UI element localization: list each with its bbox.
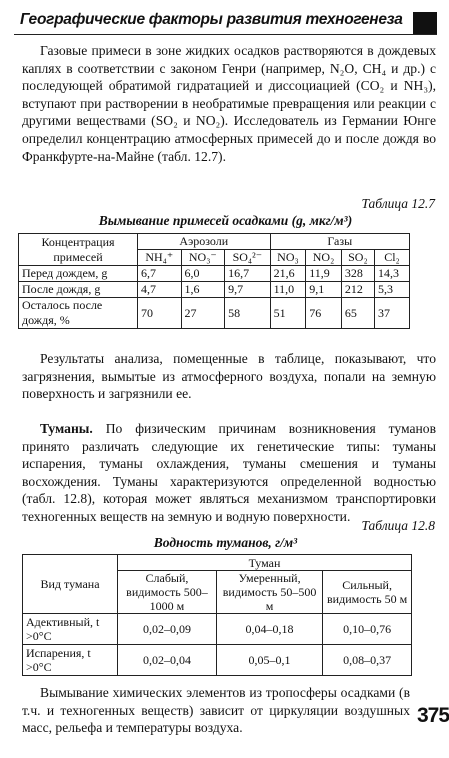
table-title-12-7: Вымывание примесей осадками (g, мкг/м³) — [98, 213, 353, 228]
table-cell: 0,08–0,37 — [323, 645, 412, 676]
row-label: Адективный, t >0°C — [23, 614, 118, 645]
table-header-gases: Газы — [270, 234, 409, 250]
column-header: NO₃⁻ — [181, 250, 225, 266]
table-header-fog: Туман — [118, 555, 412, 571]
table-cell: 16,7 — [225, 266, 271, 282]
table-cell: 5,3 — [374, 282, 409, 298]
row-label: После дождя, g — [19, 282, 138, 298]
table-cell: 37 — [374, 298, 409, 329]
header-title: Географические факторы развития техногенеза — [20, 11, 403, 28]
running-header — [14, 8, 437, 35]
paragraph-henry-law: Газовые примеси в зоне жидких осадков растворяются в дождевых каплях в соответствии с законом Генри (например, N₂O, CH₄ и др.) с последующей обратимой гидратацией и диссоциацией (CO₂ и NH₃), вступают при растворении в необратимые превращения или реакции с другими веществами (SO₂ и NO₂). Исследователь из Германии Юнге определил концентрацию атмосферных примесей до и после дождя во Франкфурте-на-Майне (табл. 12.7). — [22, 43, 436, 164]
column-header: SO₄²⁻ — [225, 250, 271, 266]
table-label-12-8: Таблица 12.8 — [361, 518, 435, 533]
column-header: Слабый, видимость 500–1000 м — [118, 571, 217, 614]
column-header: NO₂ — [306, 250, 342, 266]
row-label: Испарения, t >0°C — [23, 645, 118, 676]
column-header: Сильный, видимость 50 м — [323, 571, 412, 614]
table-cell: 51 — [270, 298, 306, 329]
table-cell: 21,6 — [270, 266, 306, 282]
table-cell: 328 — [341, 266, 374, 282]
table-cell: 9,1 — [306, 282, 342, 298]
table-row — [23, 645, 412, 676]
table-cell: 4,7 — [138, 282, 182, 298]
table-row — [19, 266, 410, 282]
table-cell: 0,05–0,1 — [216, 645, 322, 676]
table-cell: 0,02–0,04 — [118, 645, 217, 676]
column-header: SO₂ — [341, 250, 374, 266]
table-header-aerosols: Аэрозоли — [138, 234, 271, 250]
table-header-concentration: Концентрация примесей — [19, 234, 138, 266]
fogs-text: По физическим причинам возникновения туманов принято различать следующие их генетические типы: туманы испарения, туманы охлаждения, туманы смешения и туманы восхождения. Туманы характеризуются определенной водностью (табл. 12.8), которая может являться механизмом транспортировки техногенных веществ на земную и водную поверхности. — [22, 421, 436, 524]
column-header: Cl₂ — [374, 250, 409, 266]
paragraph-analysis-results: Результаты анализа, помещенные в таблице, показывают, что загрязнения, вымытые из атмосферного воздуха, попали на земную поверхность и загрязнили ее. — [22, 351, 436, 402]
table-cell: 0,10–0,76 — [323, 614, 412, 645]
table-row — [23, 614, 412, 645]
table-cell: 1,6 — [181, 282, 225, 298]
table-washout — [18, 233, 410, 329]
column-header: NO₃ — [270, 250, 306, 266]
table-cell: 212 — [341, 282, 374, 298]
row-label: Перед дождем, g — [19, 266, 138, 282]
table-header-fog-type: Вид тумана — [23, 555, 118, 614]
header-tab-marker — [413, 12, 437, 34]
table-cell: 58 — [225, 298, 271, 329]
row-label: Осталось после дождя, % — [19, 298, 138, 329]
table-cell: 11,9 — [306, 266, 342, 282]
table-cell: 27 — [181, 298, 225, 329]
column-header: Умеренный, видимость 50–500 м — [216, 571, 322, 614]
table-cell: 76 — [306, 298, 342, 329]
table-cell: 14,3 — [374, 266, 409, 282]
table-label-12-7: Таблица 12.7 — [361, 196, 435, 211]
fogs-lead: Туманы. — [40, 421, 93, 436]
table-cell: 70 — [138, 298, 182, 329]
table-cell: 0,02–0,09 — [118, 614, 217, 645]
paragraph-washout: Вымывание химических элементов из тропосферы осадками (в т.ч. и техногенных веществ) зависит от циркуляции воздушных масс, рельефа и температуры воздуха. — [22, 685, 410, 736]
table-cell: 6,0 — [181, 266, 225, 282]
table-cell: 11,0 — [270, 282, 306, 298]
table-cell: 0,04–0,18 — [216, 614, 322, 645]
page-number: 375 — [417, 704, 449, 727]
paragraph-fogs — [22, 420, 436, 526]
table-row — [19, 298, 410, 329]
table-title-12-8: Водность туманов, г/м³ — [153, 535, 298, 550]
table-cell: 6,7 — [138, 266, 182, 282]
table-cell: 9,7 — [225, 282, 271, 298]
column-header: NH₄⁺ — [138, 250, 182, 266]
table-fog-water — [22, 554, 412, 676]
table-cell: 65 — [341, 298, 374, 329]
table-row — [19, 282, 410, 298]
